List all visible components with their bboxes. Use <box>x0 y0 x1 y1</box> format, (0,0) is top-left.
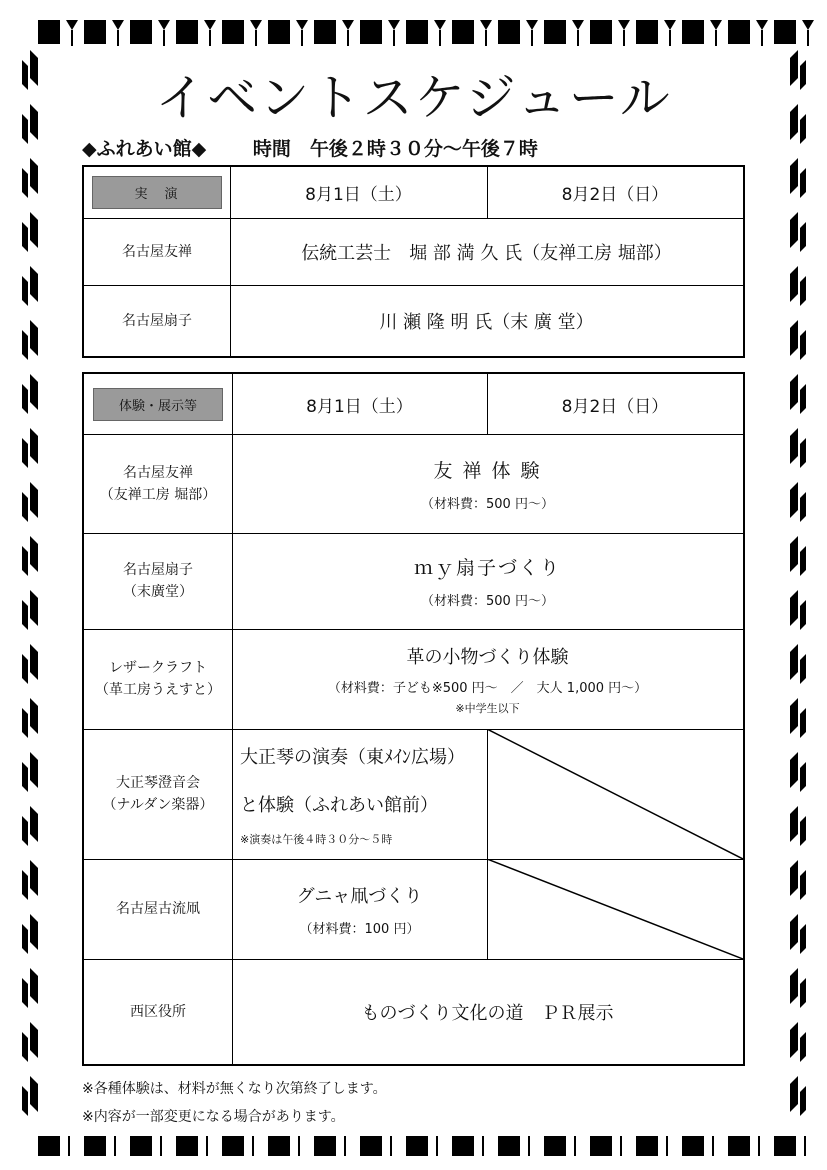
border-segment <box>114 1136 116 1156</box>
border-segment <box>30 698 38 734</box>
border-segment <box>30 536 38 572</box>
border-segment <box>761 30 763 46</box>
border-segment <box>252 1136 254 1156</box>
event-time: 時間 午後２時３０分～午後７時 <box>252 138 538 160</box>
border-segment <box>296 20 308 30</box>
border-segment <box>38 20 60 44</box>
activity-title: ｍｙ扇子づくり <box>413 557 561 579</box>
border-segment <box>406 20 428 44</box>
border-segment <box>268 1136 290 1156</box>
border-segment <box>22 870 28 900</box>
border-segment <box>30 752 38 788</box>
border-segment <box>790 320 798 356</box>
border-segment <box>22 276 28 306</box>
border-segment <box>790 536 798 572</box>
border-segment <box>498 20 520 44</box>
border-segment <box>790 374 798 410</box>
border-segment <box>160 1136 162 1156</box>
activity-note: ※中学生以下 <box>455 701 520 715</box>
border-segment <box>22 708 28 738</box>
border-segment <box>528 1136 530 1156</box>
border-segment <box>790 860 798 896</box>
border-segment <box>790 158 798 194</box>
border-segment <box>790 212 798 248</box>
border-segment <box>636 20 658 44</box>
row-label: 西区役所 <box>130 1003 186 1020</box>
table2-day2: 8月2日（日） <box>561 396 669 417</box>
activities-table <box>82 372 745 1066</box>
activity-note: ※演奏は午後４時３０分～５時 <box>240 833 393 846</box>
performance-table <box>82 165 745 358</box>
activities-header-label: 体験・展示等 <box>93 388 223 421</box>
border-segment <box>790 752 798 788</box>
border-segment <box>800 384 806 414</box>
border-segment <box>790 644 798 680</box>
border-segment <box>800 330 806 360</box>
border-segment <box>436 1136 438 1156</box>
activity-fee: （材料費：500 円～） <box>421 594 554 609</box>
border-segment <box>68 1136 70 1156</box>
border-segment <box>22 168 28 198</box>
border-segment <box>22 492 28 522</box>
border-segment <box>30 590 38 626</box>
border-segment <box>222 1136 244 1156</box>
border-segment <box>526 20 538 30</box>
border-segment <box>30 266 38 302</box>
border-segment <box>30 320 38 356</box>
border-segment <box>222 20 244 44</box>
border-segment <box>22 924 28 954</box>
table2-day1: 8月1日（土） <box>306 396 413 417</box>
venue-time-line <box>82 134 538 161</box>
border-segment <box>30 1022 38 1058</box>
border-segment <box>22 654 28 684</box>
border-segment <box>390 1136 392 1156</box>
border-segment <box>130 20 152 44</box>
border-segment <box>30 374 38 410</box>
border-segment <box>774 20 796 44</box>
border-segment <box>623 30 625 46</box>
border-segment <box>574 1136 576 1156</box>
border-segment <box>388 20 400 30</box>
border-segment <box>452 1136 474 1156</box>
border-segment <box>790 1076 798 1112</box>
activity-title: グニャ凧づくり <box>296 885 423 907</box>
border-segment <box>452 20 474 44</box>
row-label: レザークラフト <box>109 660 207 676</box>
border-segment <box>22 1032 28 1062</box>
border-segment <box>301 30 303 46</box>
border-segment <box>682 20 704 44</box>
row-label: 名古屋友禅 <box>123 464 193 481</box>
border-segment <box>800 654 806 684</box>
border-segment <box>176 20 198 44</box>
border-segment <box>531 30 533 46</box>
border-segment <box>30 482 38 518</box>
page-title: イベントスケジュール <box>155 69 672 127</box>
border-segment <box>666 1136 668 1156</box>
border-segment <box>30 158 38 194</box>
border-segment <box>30 860 38 896</box>
border-segment <box>544 1136 566 1156</box>
border-segment <box>572 20 584 30</box>
border-segment <box>30 914 38 950</box>
border-segment <box>800 168 806 198</box>
activity-line: と体験（ふれあい館前） <box>240 795 438 816</box>
border-segment <box>774 1136 796 1156</box>
table1-row-content: 伝統工芸士 堀 部 満 久 氏（友禅工房 堀部） <box>301 242 672 264</box>
border-segment <box>360 20 382 44</box>
border-segment <box>30 212 38 248</box>
border-segment <box>480 20 492 30</box>
border-segment <box>756 20 768 30</box>
activity-title: 友 禅 体 験 <box>433 459 542 482</box>
border-segment <box>728 1136 750 1156</box>
border-segment <box>800 492 806 522</box>
border-segment <box>802 20 814 30</box>
border-segment <box>30 806 38 842</box>
border-segment <box>347 30 349 46</box>
border-segment <box>112 20 124 30</box>
performance-header-label: 実 演 <box>92 176 222 209</box>
border-segment <box>84 20 106 44</box>
border-segment <box>712 1136 714 1156</box>
activity-line: 大正琴の演奏（東ﾒｲﾝ広場） <box>240 747 465 768</box>
table1-row-label: 名古屋扇子 <box>122 312 192 329</box>
border-segment <box>66 20 78 30</box>
border-segment <box>800 222 806 252</box>
row-label: 名古屋扇子 <box>123 562 193 578</box>
border-segment <box>710 20 722 30</box>
venue-name: ◆ふれあい館◆ <box>82 138 207 160</box>
border-segment <box>804 1136 806 1156</box>
table1-row-content: 川 瀬 隆 明 氏（末 廣 堂） <box>379 311 594 333</box>
border-segment <box>498 1136 520 1156</box>
border-segment <box>22 546 28 576</box>
table1-day1: 8月1日（土） <box>305 185 412 205</box>
border-segment <box>682 1136 704 1156</box>
border-segment <box>71 30 73 46</box>
border-segment <box>790 1022 798 1058</box>
border-segment <box>206 1136 208 1156</box>
border-segment <box>577 30 579 46</box>
border-segment <box>30 968 38 1004</box>
table1-row-label: 名古屋友禅 <box>122 243 192 260</box>
row-sublabel: （友禅工房 堀部） <box>99 486 217 503</box>
border-segment <box>758 1136 760 1156</box>
border-segment <box>117 30 119 46</box>
border-segment <box>669 30 671 46</box>
row-label: 大正琴澄音会 <box>116 775 200 791</box>
border-segment <box>314 20 336 44</box>
activity-title: 革の小物づくり体験 <box>406 646 569 668</box>
border-segment <box>342 20 354 30</box>
border-segment <box>790 590 798 626</box>
footnote: ※内容が一部変更になる場合があります。 <box>82 1109 345 1125</box>
border-segment <box>618 20 630 30</box>
border-segment <box>38 1136 60 1156</box>
activity-fee: （材料費：100 円） <box>299 921 420 937</box>
empty-cell-diagonal <box>487 729 743 859</box>
border-segment <box>30 1076 38 1112</box>
border-segment <box>406 1136 428 1156</box>
border-segment <box>158 20 170 30</box>
border-segment <box>800 762 806 792</box>
border-segment <box>790 914 798 950</box>
border-segment <box>360 1136 382 1156</box>
row-sublabel: （革工房うえすと） <box>95 682 221 698</box>
border-segment <box>800 276 806 306</box>
border-segment <box>485 30 487 46</box>
border-segment <box>800 978 806 1008</box>
border-segment <box>790 698 798 734</box>
border-segment <box>590 1136 612 1156</box>
border-segment <box>22 1086 28 1116</box>
border-segment <box>664 20 676 30</box>
border-segment <box>800 546 806 576</box>
activity-title: ものづくり文化の道 ＰＲ展示 <box>361 1002 614 1024</box>
border-segment <box>298 1136 300 1156</box>
activity-fee: （材料費：子ども※500 円～ ／ 大人 1,000 円～） <box>327 680 648 696</box>
row-sublabel: （末廣堂） <box>123 584 193 600</box>
border-segment <box>84 1136 106 1156</box>
border-segment <box>30 428 38 464</box>
border-segment <box>800 1086 806 1116</box>
border-segment <box>22 384 28 414</box>
border-segment <box>204 20 216 30</box>
border-segment <box>800 816 806 846</box>
footnote: ※各種体験は、材料が無くなり次第終了します。 <box>82 1081 387 1097</box>
table1-day2: 8月2日（日） <box>561 185 669 205</box>
border-segment <box>22 762 28 792</box>
border-segment <box>790 806 798 842</box>
border-segment <box>590 20 612 44</box>
border-segment <box>22 438 28 468</box>
empty-cell-diagonal <box>487 859 743 959</box>
border-segment <box>790 968 798 1004</box>
border-segment <box>130 1136 152 1156</box>
border-segment <box>268 20 290 44</box>
row-sublabel: （ナルダン楽器） <box>102 797 214 813</box>
border-segment <box>790 482 798 518</box>
border-segment <box>715 30 717 46</box>
border-segment <box>800 1032 806 1062</box>
border-segment <box>209 30 211 46</box>
border-segment <box>163 30 165 46</box>
border-segment <box>800 870 806 900</box>
border-segment <box>544 20 566 44</box>
border-segment <box>800 708 806 738</box>
row-label: 名古屋古流凧 <box>116 901 200 917</box>
activity-fee: （材料費：500 円～） <box>421 496 554 512</box>
border-segment <box>636 1136 658 1156</box>
border-segment <box>22 816 28 846</box>
border-segment <box>176 1136 198 1156</box>
border-segment <box>482 1136 484 1156</box>
border-segment <box>790 266 798 302</box>
border-segment <box>790 428 798 464</box>
border-segment <box>393 30 395 46</box>
border-segment <box>800 600 806 630</box>
border-segment <box>22 222 28 252</box>
border-segment <box>807 30 809 46</box>
border-segment <box>22 978 28 1008</box>
border-segment <box>344 1136 346 1156</box>
border-segment <box>800 924 806 954</box>
border-segment <box>800 438 806 468</box>
border-segment <box>22 600 28 630</box>
border-segment <box>620 1136 622 1156</box>
border-segment <box>30 644 38 680</box>
border-segment <box>250 20 262 30</box>
border-segment <box>22 330 28 360</box>
border-segment <box>439 30 441 46</box>
border-segment <box>434 20 446 30</box>
border-segment <box>728 20 750 44</box>
border-segment <box>314 1136 336 1156</box>
border-segment <box>255 30 257 46</box>
